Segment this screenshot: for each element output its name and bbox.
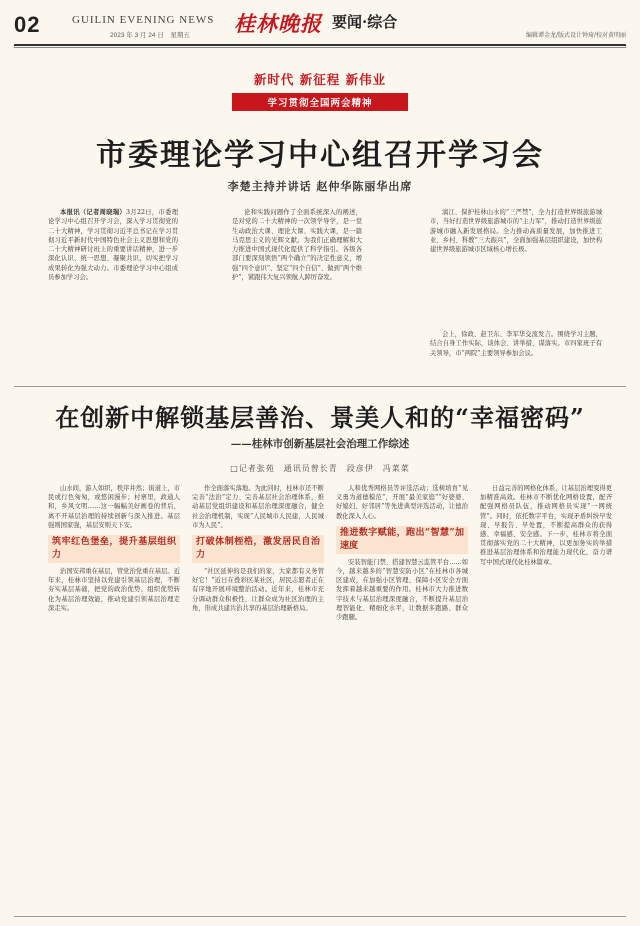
masthead-rule: [14, 44, 626, 46]
story1-headline: 市委理论学习中心组召开学习会: [96, 138, 544, 173]
story2-col1-more: 治国安邦重在基层，管党治党重在基层。近年来，桂林市坚持以党建引领基层治理，不断夯实基层基础，把党的政治优势、组织优势转化为基层治理效能，推动党建引领基层治理走深走实。: [48, 568, 180, 612]
story2-column-4: [480, 484, 612, 904]
story1-col4-text: 会上，徐政、赵卫东、李军华交流发言。围绕学习主题，结合自身工作实际，谈体会、讲举措、谋落实。市四家班子有关领导，市“两院”主要领导参加会议。: [430, 331, 602, 357]
story2-byline: □记者张苑 通讯员曾长青 段彦伊 冯菜菜: [230, 464, 410, 473]
story2-column-2: [192, 484, 324, 904]
story2-col2-more: “社区延伸的是我们的家，大家都有义务管好它！”近日在叠彩区某社区，居民志愿者正在有序地开展环境整治活动。近年来，桂林市充分调动群众积极性，让群众成为社区治理的主角，形成共建共治共享的基层治理新格局。: [192, 568, 324, 612]
story1-column-2: [232, 208, 362, 378]
story2-subhead-2: 打破体制桎梏，激发居民自治力: [192, 535, 324, 563]
story2-col2-text: 作全面落实落地。为此同时，桂林市还不断完善“法治”定力、完善基层社会治理体系，推动基层党组织建设和基层治理深度融合，健全社会治理机制，实现“人民城市人民建，人民城市为人民”。: [192, 485, 324, 529]
story1-subheadline: 李楚主持并讲话 赵仲华陈丽华出席: [227, 180, 413, 193]
story1-column-3: [430, 208, 602, 328]
masthead: [14, 6, 626, 42]
story1-col1-text: 3月22日，市委理论学习中心组召开学习会，深入学习贯彻党的二十大精神，学习贯彻习近平总书记在学习贯彻习近平新时代中国特色社会主义思想和党的二十大精神研讨班上的重要讲话精神，进一步深化认识、统一思想、凝聚共识，切实把学习成果转化为强大动力。市委理论学习中心组成员参加学习会。: [48, 209, 178, 282]
story2-col3-text: 人和优秀网格员等评选活动；选树培育“见义勇为道德模范”，开展“最美家庭”“好婆婆、好媳妇、好邻居”等先进典型评选活动，让德治教化深入人心。: [336, 485, 468, 520]
page-number: 02: [14, 12, 41, 37]
story1-column-4: [430, 330, 602, 380]
story2-subhead-1: 筑牢红色堡垒，提升基层组织力: [48, 535, 180, 563]
story2-headline: 在创新中解锁基层善治、景美人和的“幸福密码”: [55, 403, 585, 432]
story2-subheadline: ——桂林市创新基层社会治理工作综述: [230, 438, 410, 450]
story2-column-1: [48, 484, 180, 904]
story2-col3-more: 安装智能门禁、搭建智慧云监管平台……如今，越来越多的“智慧安防小区”在桂林市各城区建成，在加强小区管理、保障小区安全方面发挥着越来越重要的作用。桂林市大力推进数字技术与基层治理深度融合，不断提升基层治理智能化、精细化水平，让数据多跑路、群众少跑腿。: [336, 558, 468, 622]
section-title: 要闻·综合: [332, 13, 398, 31]
story2-col4-text: 日益完善的网格化体系，让基层治理变得更加精准高效。桂林市不断优化网格设置，配齐配强网格员队伍，推动网格员实现“一网统管”。同时，依托数字平台，实现矛盾纠纷早发现、早报告、早处置，不断提高群众的获得感、幸福感、安全感。下一步，桂林市将全面贯彻落实党的二十大精神，以更加务实的举措推进基层治理体系和治理能力现代化，奋力谱写中国式现代化桂林篇章。: [480, 485, 612, 566]
story1-dateline: 本报讯（记者周晓瑞）: [60, 209, 127, 216]
masthead-rule-thin: [14, 47, 626, 48]
slogan-banner: [232, 70, 408, 109]
footer-rule: [14, 916, 626, 917]
slogan-ribbon: 学习贯彻全国两会精神: [232, 93, 408, 111]
paper-logo: 桂林晚报: [234, 11, 322, 36]
story1-col3-text: 漓江、保护桂林山水的“三严禁”，全力打造世界级旅游城市，当好打造世界级旅游城市的“主力军”，推动打造世界级旅游城市融入新发展格局。全力推动高质量发展，加快推进工业、乡村、科教“三大振兴”，全面加强基层组织建设，加快构建世界级旅游城市区域核心增长极。: [430, 209, 602, 254]
slogan-line: 新时代 新征程 新伟业: [253, 72, 387, 87]
story-divider: [14, 386, 626, 387]
story2-intro: 山水间，游人如织，秩序井然；街道上，市民或行色匆匆，或悠闲漫步；村寨里，政通人和，乡风文明……这一幅幅美好画卷的背后，离不开基层治理的持续创新与深入推进。基层强则国家强，基层安则天下安。: [48, 485, 180, 529]
issue-date: 2023 年 3 月 24 日 星期五: [110, 32, 190, 39]
story1-col2-text: 论和实践问题作了全面系统深入的阐述，是对党的二十大精神的一次领学导学，是一堂生动政治大课、理论大课、实践大课，是一篇马克思主义的光辉文献。为我们正确理解和大力推进中国式现代化提供了科学指引。各级各部门要深刻领悟“两个确立”的决定性意义，增强“四个意识”、坚定“四个自信”、做到“两个维护”，紧跟伟大复兴领航人踔厉奋发。: [232, 209, 362, 282]
editor-credits: 编辑谭金龙/版式设计钟琦/校对黄明丽: [525, 32, 626, 39]
story2-subhead-3: 推进数字赋能，跑出“智慧”加速度: [336, 526, 468, 554]
paper-name-en: GUILIN EVENING NEWS: [72, 14, 215, 26]
story2-column-3: [336, 484, 468, 904]
story1-column-1: [48, 208, 178, 378]
